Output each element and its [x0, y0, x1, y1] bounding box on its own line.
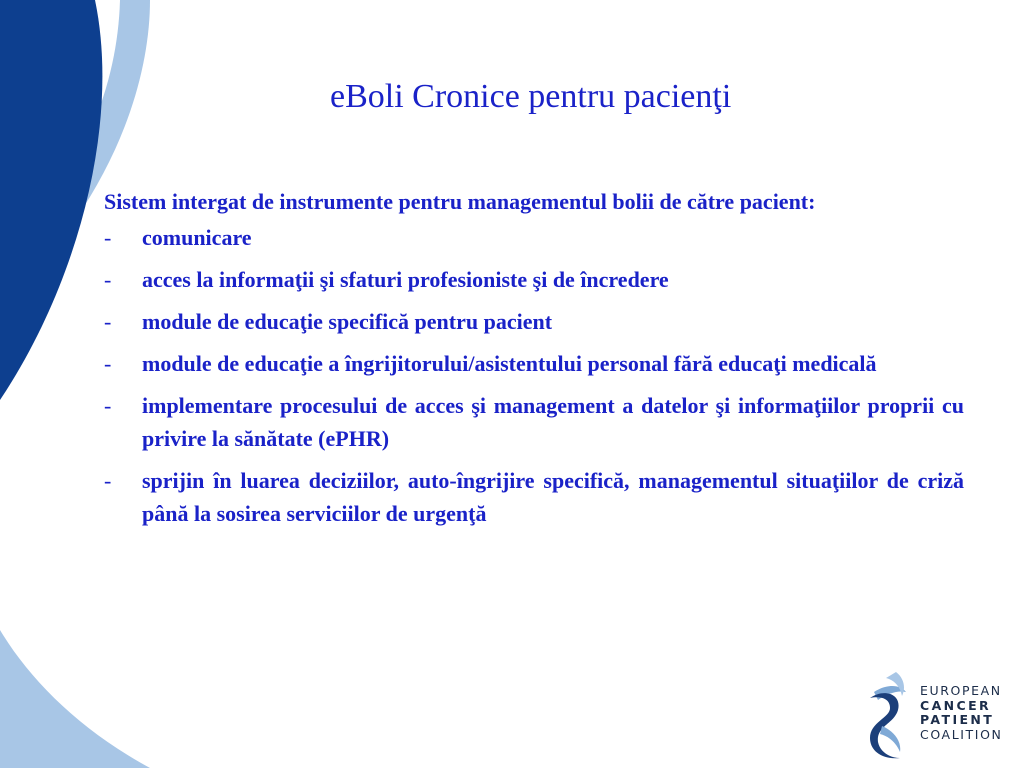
- list-item: [104, 221, 964, 254]
- bullet-dash: -: [104, 225, 112, 250]
- bullet-dash: -: [104, 393, 112, 418]
- list-item-text: implementare procesului de acces şi management a datelor şi informaţiilor proprii cu privire la sănătate (ePHR): [142, 393, 964, 451]
- list-item-text: module de educaţie a îngrijitorului/asistentului personal fără educaţi medicală: [142, 351, 877, 376]
- bullet-dash: -: [104, 351, 112, 376]
- ecpc-logo: [862, 664, 1012, 764]
- intro-text: Sistem intergat de instrumente pentru managementul bolii de către pacient:: [104, 189, 816, 214]
- list-item-text: sprijin în luarea deciziilor, auto-îngrijire specifică, managementul situaţiilor de criză până la sosirea serviciilor de urgenţă: [142, 468, 964, 526]
- bullet-dash: -: [104, 468, 112, 493]
- logo-wordmark: [920, 684, 1002, 742]
- list-item: [104, 464, 964, 530]
- logo-line: PATIENT: [920, 712, 995, 727]
- bullet-dash: -: [104, 309, 112, 334]
- logo-line: EUROPEAN: [920, 683, 1002, 698]
- list-item: [104, 389, 964, 455]
- bottom-left-swoosh: [0, 630, 150, 768]
- list-item-text: module de educaţie specifică pentru pacient: [142, 309, 553, 334]
- list-item-text: acces la informaţii şi sfaturi profesioniste şi de încredere: [142, 267, 669, 292]
- logo-line: CANCER: [920, 697, 992, 713]
- slide-title: eBoli Cronice pentru pacienţi: [330, 78, 732, 115]
- list-item-text: comunicare: [142, 225, 252, 250]
- ribbon-logo-icon: [862, 664, 912, 764]
- slide-body: [104, 185, 964, 539]
- logo-line: COALITION: [920, 726, 1003, 742]
- list-item: [104, 347, 964, 380]
- list-item: [104, 263, 964, 296]
- list-item: [104, 305, 964, 338]
- bullet-list: [104, 221, 964, 530]
- bullet-dash: -: [104, 267, 112, 292]
